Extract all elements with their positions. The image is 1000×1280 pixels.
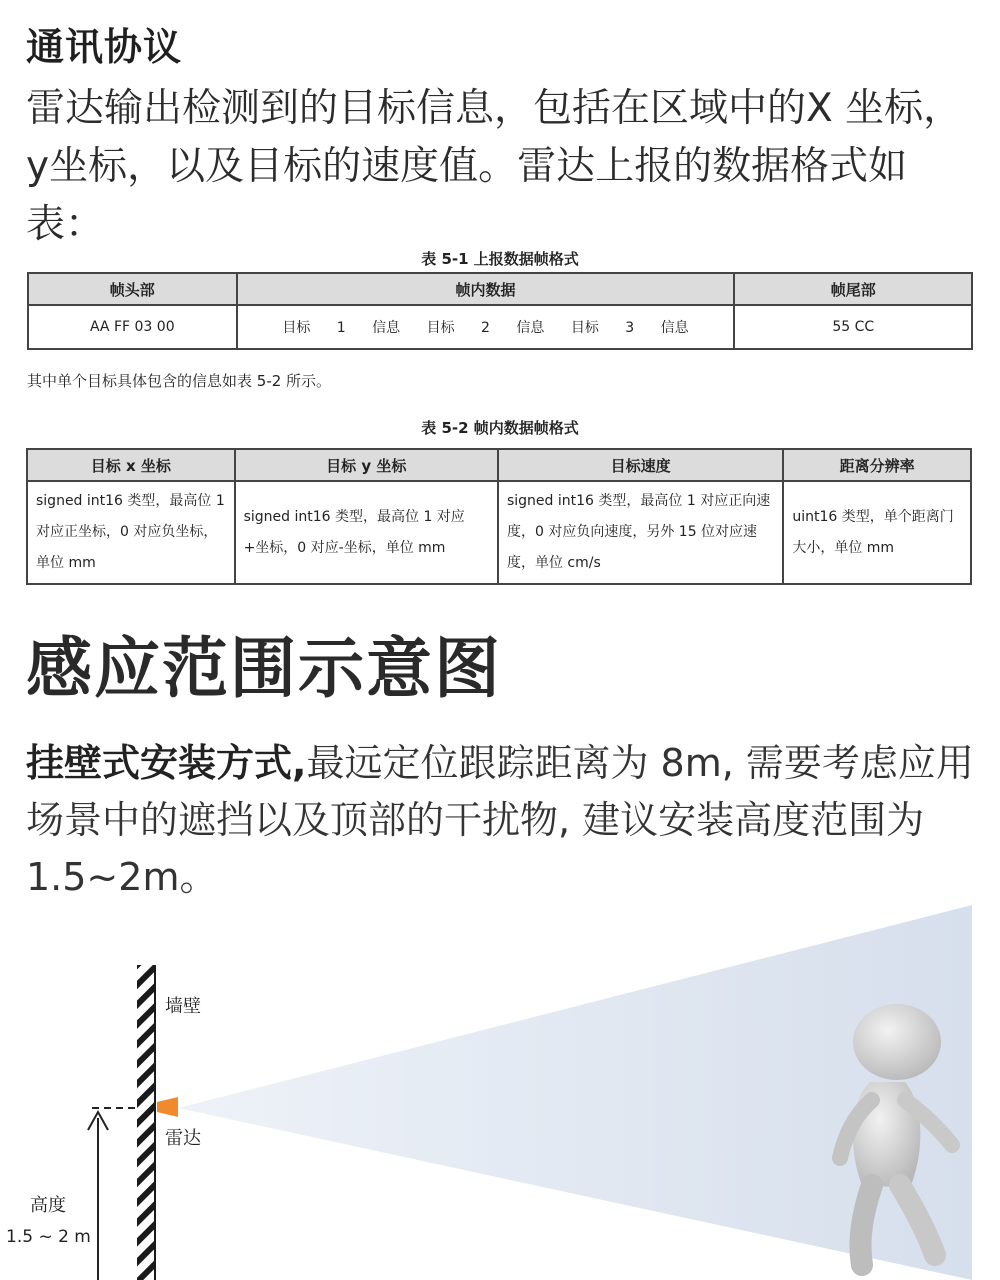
table-note: 其中单个目标具体包含的信息如表 5-2 所示。 — [27, 372, 332, 390]
table-header: 帧尾部 — [734, 273, 972, 305]
table-header: 帧头部 — [28, 273, 237, 305]
table-cell: signed int16 类型，最高位 1 对应正向速度，0 对应负向速度，另外 15 位对应速度，单位 cm/s — [498, 481, 783, 584]
wall-label: 墙壁 — [165, 996, 201, 1017]
height-value: 1.5 ~ 2 m — [6, 1227, 91, 1247]
table-header: 距离分辨率 — [783, 449, 971, 481]
intro-paragraph: 雷达输出检测到的目标信息，包括在区域中的X 坐标，y坐标，以及目标的速度值。雷达上报的数据格式如表： — [26, 86, 963, 247]
install-lead: 挂壁式安装方式, — [26, 741, 307, 785]
table-cell: signed int16 类型，最高位 1 对应+坐标，0 对应-坐标，单位 mm — [235, 481, 498, 584]
radar-icon — [157, 1097, 178, 1117]
section-title-range: 感应范围示意图 — [26, 630, 502, 707]
radar-label: 雷达 — [165, 1128, 201, 1149]
target-data-table — [26, 448, 972, 585]
table-header-row — [27, 449, 971, 481]
table-cell: uint16 类型，单个距离门大小，单位 mm — [783, 481, 971, 584]
table-header: 帧内数据 — [237, 273, 735, 305]
table-row — [27, 481, 971, 584]
table-row — [28, 305, 972, 349]
table-header: 目标速度 — [498, 449, 783, 481]
install-paragraph — [26, 735, 976, 906]
table-header: 目标 y 坐标 — [235, 449, 498, 481]
wall — [137, 965, 155, 1280]
section-title-protocol: 通讯协议 — [26, 25, 183, 69]
install-text: 最远定位跟踪距离为 8m, 需要考虑应用场景中的遮挡以及顶部的干扰物, 建议安装高度范围为 1.5~2m。 — [26, 741, 974, 899]
table-cell: signed int16 类型，最高位 1 对应正坐标，0 对应负坐标，单位 mm — [27, 481, 235, 584]
table-cell: 目标 1 信息 目标 2 信息 目标 3 信息 — [237, 305, 735, 349]
table-cell: AA FF 03 00 — [28, 305, 237, 349]
table1-caption: 表 5-1 上报数据帧格式 — [421, 250, 579, 268]
sensing-range-diagram — [0, 900, 1000, 1280]
frame-format-table — [27, 272, 973, 350]
table-header: 目标 x 坐标 — [27, 449, 235, 481]
table-cell: 55 CC — [734, 305, 972, 349]
table-header-row — [28, 273, 972, 305]
height-label: 高度 — [30, 1195, 66, 1216]
table2-caption: 表 5-2 帧内数据帧格式 — [421, 419, 579, 437]
